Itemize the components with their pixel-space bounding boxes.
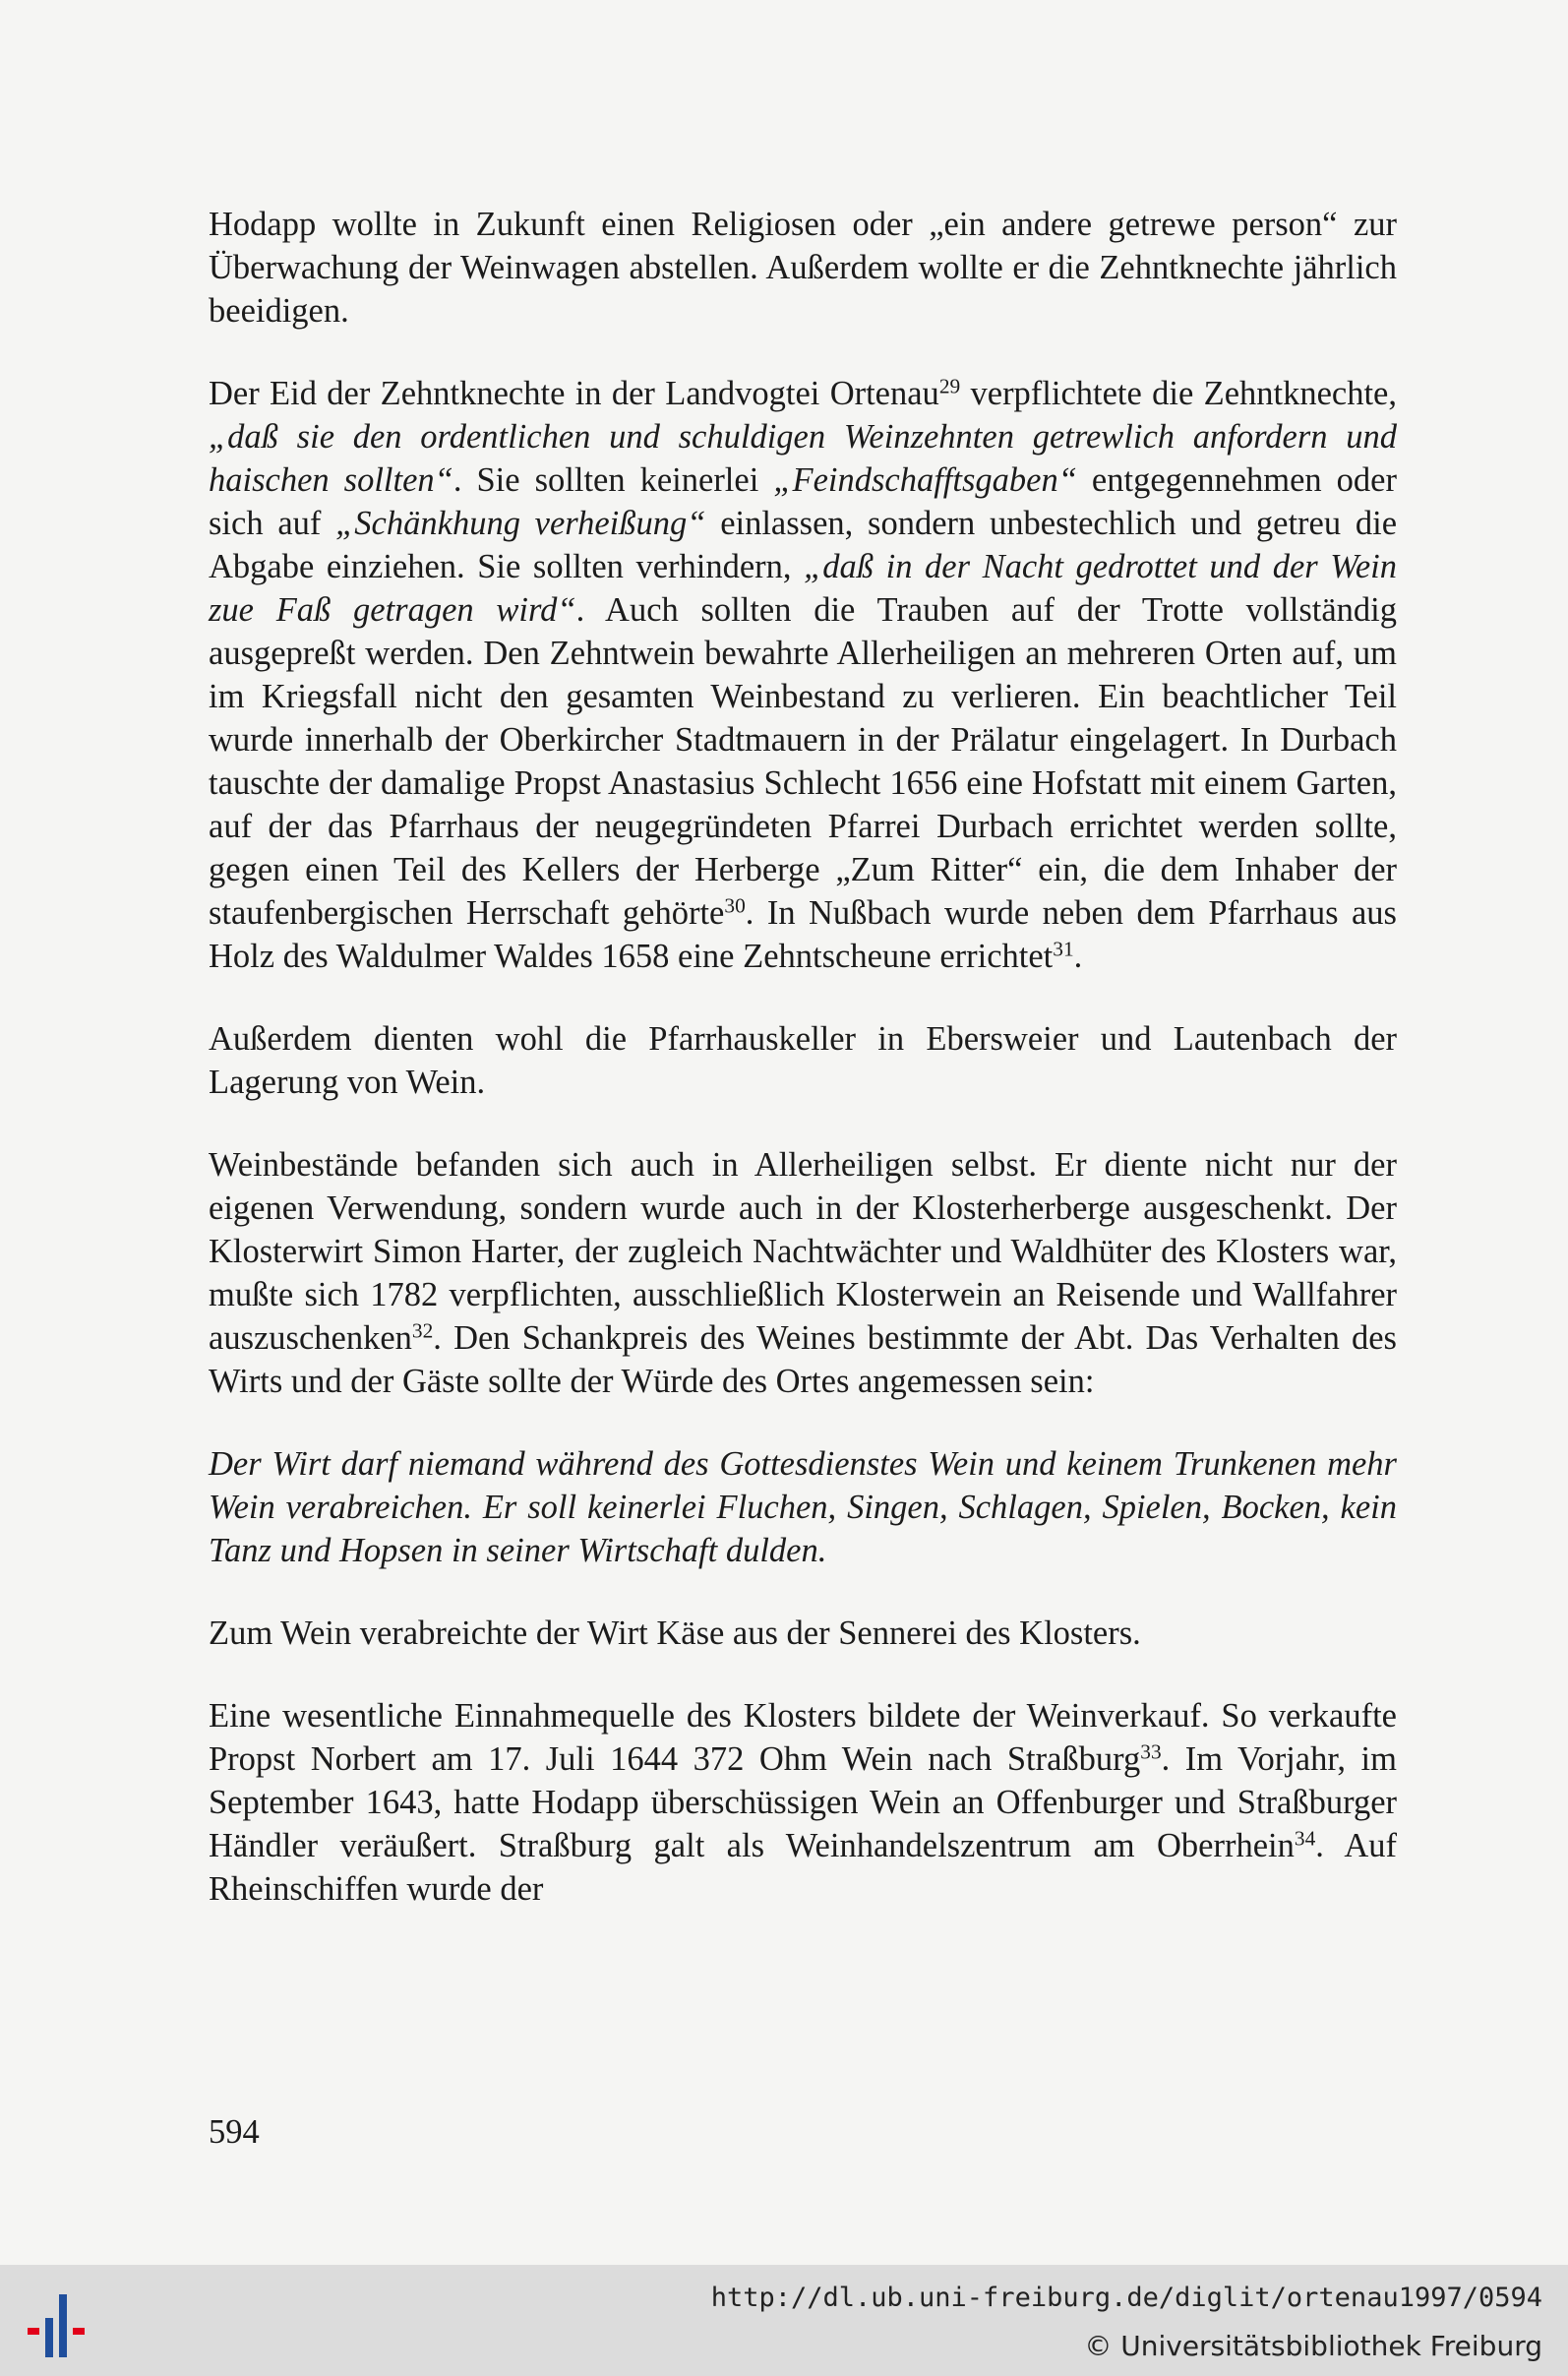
text-segment: . Sie sollten keinerlei <box>452 461 774 499</box>
block-quote <box>209 1442 1397 1572</box>
text-segment: . <box>1073 938 1083 975</box>
paragraph <box>209 203 1397 333</box>
text-segment: Der Wirt darf niemand während des Gottesdienstes Wein und keinem Trunkenen mehr Wein verabreichen. Er soll keinerlei Fluchen, Singen, Schlagen, Spielen, Bocken, kein Tanz und Hopsen in seiner Wirtschaft dulden. <box>209 1445 1397 1569</box>
quoted-text: „daß in der Nacht gedrottet und der Wein zue Faß getragen wird“ <box>209 548 1398 629</box>
text-segment: . Im Vorjahr, im September 1643, hatte Hodapp überschüssigen Wein an Offenburger und Straßburger Händler veräußert. Straßburg galt als Weinhandelszentrum am Oberrhein <box>209 1740 1397 1864</box>
quoted-text: „Schänkhung verheißung“ <box>335 505 706 542</box>
paragraph <box>209 1612 1397 1655</box>
text-segment: . Den Schankpreis des Weines bestimmte der Abt. Das Verhalten des Wirts und der Gäste sollte der Würde des Ortes angemessen sein: <box>209 1319 1397 1400</box>
footer-url[interactable]: http://dl.ub.uni-freiburg.de/diglit/ortenau1997/0594 <box>710 2283 1542 2313</box>
paragraph <box>209 1017 1397 1104</box>
footnote-marker: 33 <box>1140 1739 1162 1764</box>
page-body-text <box>209 203 1397 1950</box>
text-segment: . In Nußbach wurde neben dem Pfarrhaus aus Holz des Waldulmer Waldes 1658 eine Zehntscheune errichtet <box>209 894 1397 975</box>
paragraph <box>209 1694 1397 1911</box>
footer-bar <box>0 2265 1568 2376</box>
page-number: 594 <box>209 2113 260 2151</box>
paragraph <box>209 1143 1397 1403</box>
footnote-marker: 32 <box>411 1318 434 1343</box>
ub-freiburg-logo-icon <box>22 2286 100 2365</box>
text-segment: verpflichtete die Zehntknechte, <box>960 375 1397 412</box>
footer-copyright: © Universitätsbibliothek Freiburg <box>1084 2330 1542 2362</box>
text-segment: Hodapp wollte in Zukunft einen Religiosen oder „ein andere getrewe person“ zur Überwachung der Weinwagen abstellen. Außerdem wollte er die Zehntknechte jährlich beeidigen. <box>209 206 1397 330</box>
paragraph <box>209 372 1397 978</box>
footnote-marker: 34 <box>1294 1826 1316 1851</box>
text-segment: Eine wesentliche Einnahmequelle des Klosters bildete der Weinverkauf. So verkaufte Propst Norbert am 17. Juli 1644 372 Ohm Wein nach Straßburg <box>209 1697 1397 1778</box>
text-segment: Weinbestände befanden sich auch in Allerheiligen selbst. Er diente nicht nur der eigenen Verwendung, sondern wurde auch in der Klosterherberge ausgeschenkt. Der Klosterwirt Simon Harter, der zugleich Nachtwächter und Waldhüter des Klosters war, mußte sich 1782 verpflichten, ausschließlich Klosterwein an Reisende und Wallfahrer auszuschenken <box>209 1146 1397 1357</box>
text-segment: Außerdem dienten wohl die Pfarrhauskeller in Ebersweier und Lautenbach der Lagerung von Wein. <box>209 1020 1397 1101</box>
footnote-marker: 29 <box>938 374 961 398</box>
footnote-marker: 31 <box>1053 937 1074 961</box>
quoted-text: „Feindschafftsgaben“ <box>773 461 1077 499</box>
text-segment: einlassen, sondern unbestechlich und getreu die Abgabe einziehen. Sie sollten verhindern, <box>209 505 1398 585</box>
text-segment: . Auch sollten die Trauben auf der Trotte vollständig ausgepreßt werden. Den Zehntwein bewahrte Allerheiligen an mehreren Orten auf, um im Kriegsfall nicht den gesamten Weinbestand zu verlieren. Ein beachtlicher Teil wurde innerhalb der Oberkircher Stadtmauern in der Prälatur eingelagert. In Durbach tauschte der damalige Propst Anastasius Schlecht 1656 eine Hofstatt mit einem Garten, auf der das Pfarrhaus der neugegründeten Pfarrei Durbach errichtet werden sollte, gegen einen Teil des Kellers der Herberge „Zum Ritter“ ein, die dem Inhaber der staufenbergischen Herrschaft gehörte <box>209 591 1397 932</box>
text-segment: . Auf Rheinschiffen wurde der <box>209 1827 1398 1908</box>
text-segment: Der Eid der Zehntknechte in der Landvogtei Ortenau <box>209 375 939 412</box>
text-segment: entgegennehmen oder sich auf <box>209 461 1397 542</box>
quoted-text: „daß sie den ordentlichen und schuldigen Weinzehnten getrewlich anfordern und haischen sollten“ <box>209 418 1397 499</box>
footnote-marker: 30 <box>724 893 746 918</box>
text-segment: Zum Wein verabreichte der Wirt Käse aus der Sennerei des Klosters. <box>209 1614 1141 1652</box>
